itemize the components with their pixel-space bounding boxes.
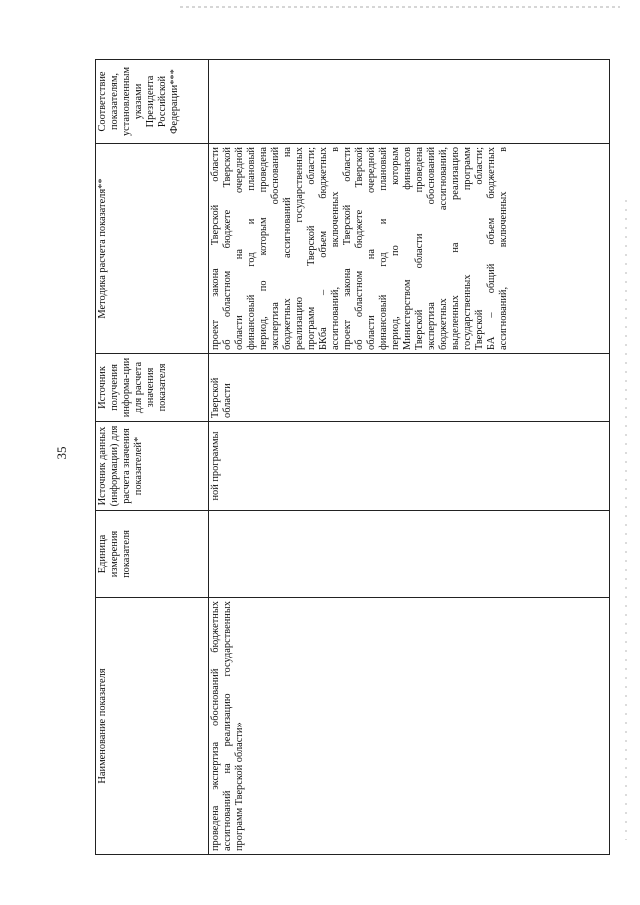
method-line: период, по которым проведена <box>258 147 269 350</box>
method-line: проект закона Тверской области <box>342 147 353 350</box>
method-line: ассигнований, включенных в <box>330 147 341 350</box>
method-line: экспертиза обоснований <box>426 147 437 350</box>
cell-indicator-name: проведена экспертиза обоснований бюджетных ассигнований на реализацию государственных программ Тверской области» <box>209 598 610 855</box>
cell-compliance <box>209 60 610 144</box>
method-line: финансовый год и плановый <box>246 147 257 350</box>
method-line: бюджетных ассигнований, <box>438 147 449 350</box>
cell-method <box>209 144 610 354</box>
indicator-table <box>95 59 610 855</box>
header-method: Методика расчета показателя** <box>96 144 209 354</box>
method-line: ассигнований, включенных в <box>498 147 509 350</box>
table-header-row <box>96 60 209 855</box>
method-line: период, по которым <box>390 147 401 350</box>
method-line: Тверской области проведена <box>414 147 425 350</box>
scan-artifact-top <box>180 6 620 8</box>
header-compliance: Соответствие показателям, установленным указами Президента Российской Федерации*** <box>96 60 209 144</box>
method-line: Министерством финансов <box>402 147 413 350</box>
rotated-table-page <box>95 60 610 855</box>
header-unit: Единица измерения показателя <box>96 511 209 598</box>
page-number: 35 <box>54 446 69 460</box>
header-name: Наименование показателя <box>96 598 209 855</box>
scan-artifact-right <box>625 200 627 840</box>
header-source-info: Источник получения информа-ции для расчета значения показателя <box>96 354 209 422</box>
header-source-data: Источник данных (информации) для расчета значения показателей* <box>96 422 209 511</box>
method-line: области на очередной <box>366 147 377 350</box>
method-line: финансовый год и плановый <box>378 147 389 350</box>
method-line: проект закона Тверской области <box>210 147 221 350</box>
method-line: БА – общий объем бюджетных <box>486 147 497 350</box>
method-text <box>210 147 510 350</box>
method-line: БКба – объем бюджетных <box>318 147 329 350</box>
method-line: области на очередной <box>234 147 245 350</box>
method-line: Тверской области; <box>474 147 485 350</box>
table-row <box>209 60 610 855</box>
method-line: выделенных на реализацию <box>450 147 461 350</box>
method-line: программ Тверской области; <box>306 147 317 350</box>
method-line: государственных программ <box>462 147 473 350</box>
cell-unit <box>209 511 610 598</box>
method-line: бюджетных ассигнований на <box>282 147 293 350</box>
method-line: реализацию государственных <box>294 147 305 350</box>
cell-source-info: Тверской области <box>209 354 610 422</box>
cell-source-data: ной программы <box>209 422 610 511</box>
method-line: об областном бюджете Тверской <box>354 147 365 350</box>
method-line: экспертиза обоснований <box>270 147 281 350</box>
method-line: об областном бюджете Тверской <box>222 147 233 350</box>
